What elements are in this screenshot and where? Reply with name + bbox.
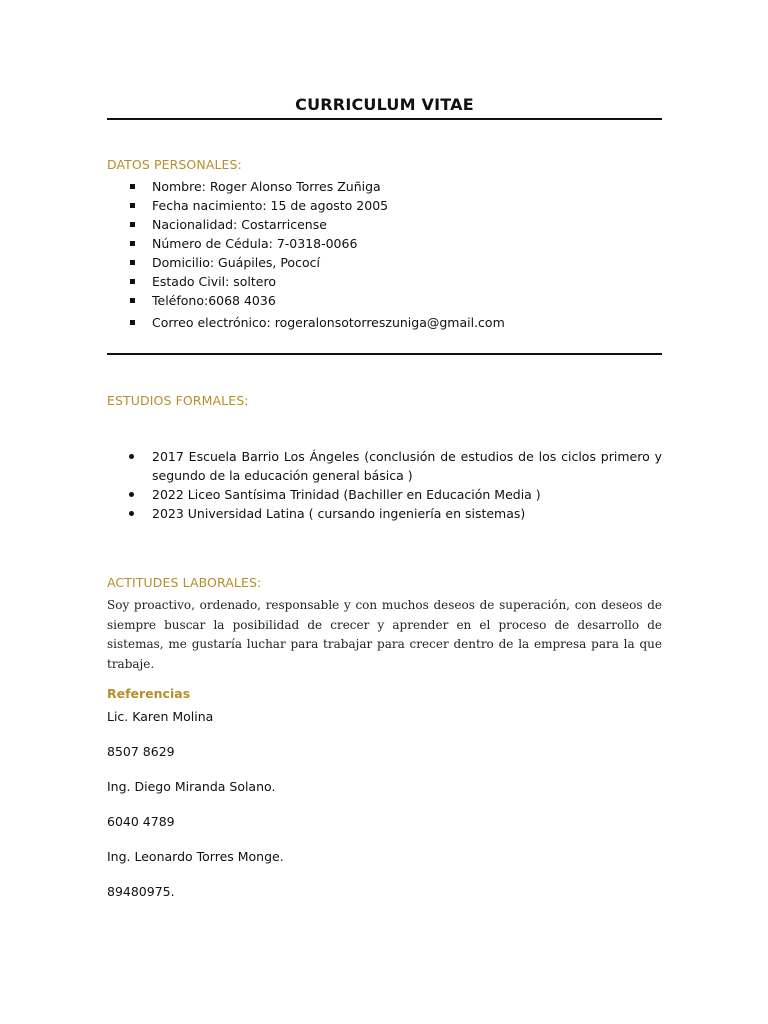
- personal-divider: [107, 353, 662, 355]
- attitudes-heading: ACTITUDES LABORALES:: [107, 575, 262, 590]
- studies-item-2017: 2017 Escuela Barrio Los Ángeles (conclusión de estudios de los ciclos primero y segundo de la educación general básica ): [128, 447, 662, 485]
- studies-heading: ESTUDIOS FORMALES:: [107, 393, 249, 408]
- reference-phone-1: 8507 8629: [107, 744, 175, 759]
- title-divider: [107, 118, 662, 120]
- reference-phone-3: 89480975.: [107, 884, 175, 899]
- studies-item-2023: 2023 Universidad Latina ( cursando ingeniería en sistemas): [128, 504, 662, 523]
- personal-birthdate-item: Fecha nacimiento: 15 de agosto 2005: [128, 196, 505, 215]
- personal-civil-status-item: Estado Civil: soltero: [128, 272, 505, 291]
- attitudes-paragraph: Soy proactivo, ordenado, responsable y con muchos deseos de superación, con deseos de siempre buscar la posibilidad de crecer y aprender en el proceso de desarrollo de sistemas, me gustaría luchar para trabajar para crecer dentro de la empresa para la que trabaje.: [107, 598, 662, 671]
- personal-data-list: [128, 177, 505, 332]
- personal-id-item: Número de Cédula: 7-0318-0066: [128, 234, 505, 253]
- reference-name-3: Ing. Leonardo Torres Monge.: [107, 849, 284, 864]
- personal-address-item: Domicilio: Guápiles, Pococí: [128, 253, 505, 272]
- studies-list: [128, 447, 662, 523]
- personal-name-item: Nombre: Roger Alonso Torres Zuñiga: [128, 177, 505, 196]
- reference-name-2: Ing. Diego Miranda Solano.: [107, 779, 276, 794]
- document-title: CURRICULUM VITAE: [295, 95, 474, 114]
- studies-item-2022: 2022 Liceo Santísima Trinidad (Bachiller en Educación Media ): [128, 485, 662, 504]
- personal-data-heading: DATOS PERSONALES:: [107, 157, 242, 172]
- reference-phone-2: 6040 4789: [107, 814, 175, 829]
- personal-email-item: Correo electrónico: rogeralonsotorreszuniga@gmail.com: [128, 313, 505, 332]
- reference-name-1: Lic. Karen Molina: [107, 709, 214, 724]
- personal-phone-item: Teléfono:6068 4036: [128, 291, 505, 310]
- personal-nationality-item: Nacionalidad: Costarricense: [128, 215, 505, 234]
- references-heading: Referencias: [107, 686, 191, 701]
